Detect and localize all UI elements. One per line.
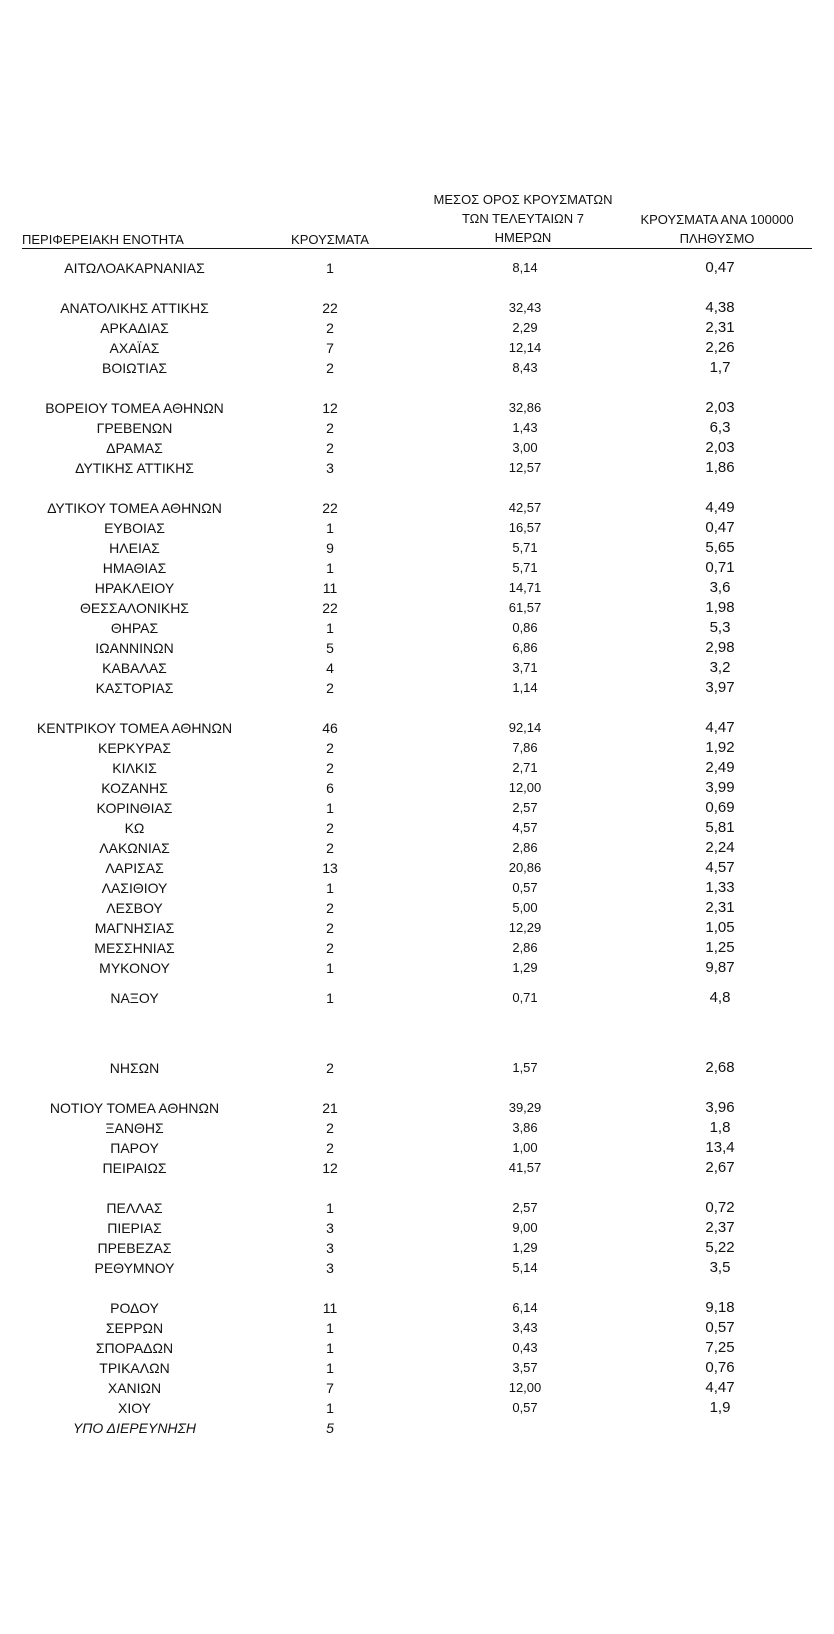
cell-per-100000: 2,26 — [705, 339, 735, 356]
cell-per-100000: 2,31 — [705, 319, 735, 336]
cell-region: ΚΩ — [124, 820, 145, 836]
cell-cases: 1 — [326, 1340, 334, 1356]
cell-region: ΘΕΣΣΑΛΟΝΙΚΗΣ — [80, 600, 189, 616]
cell-per-100000: 2,67 — [705, 1159, 735, 1176]
cell-per-100000: 0,47 — [705, 519, 735, 536]
cell-per-100000: 9,87 — [705, 959, 735, 976]
cell-cases: 1 — [326, 1320, 334, 1336]
cell-per-100000: 1,86 — [705, 459, 735, 476]
cell-average: 5,14 — [512, 1260, 538, 1275]
table-row — [0, 418, 834, 438]
cell-cases: 7 — [326, 1380, 334, 1396]
cell-average: 3,57 — [512, 1360, 538, 1375]
cell-average: 0,57 — [512, 1400, 538, 1415]
cell-cases: 2 — [326, 1140, 334, 1156]
table-row — [0, 598, 834, 618]
cell-average: 41,57 — [508, 1160, 542, 1175]
cell-per-100000: 3,5 — [709, 1259, 731, 1276]
cell-average: 32,43 — [508, 300, 542, 315]
header-average-line-1: ΜΕΣΟΣ ΟΡΟΣ ΚΡΟΥΣΜΑΤΩΝ — [433, 192, 613, 207]
cell-region: ΔΥΤΙΚΟΥ ΤΟΜΕΑ ΑΘΗΝΩΝ — [47, 500, 222, 516]
cell-per-100000: 4,38 — [705, 299, 735, 316]
cell-region: ΝΑΞΟΥ — [110, 990, 159, 1006]
cell-cases: 2 — [326, 440, 334, 456]
cell-region: ΠΙΕΡΙΑΣ — [107, 1220, 162, 1236]
cell-cases: 22 — [322, 300, 338, 316]
cell-average: 5,71 — [512, 560, 538, 575]
table-row — [0, 798, 834, 818]
cell-region: ΒΟΡΕΙΟΥ ΤΟΜΕΑ ΑΘΗΝΩΝ — [45, 400, 224, 416]
cell-per-100000: 0,71 — [705, 559, 735, 576]
cell-region: ΧΑΝΙΩΝ — [107, 1380, 162, 1396]
cell-region: ΛΑΣΙΘΙΟΥ — [101, 880, 168, 896]
cell-per-100000: 5,81 — [705, 819, 735, 836]
header-region: ΠΕΡΙΦΕΡΕΙΑΚΗ ΕΝΟΤΗΤΑ — [22, 232, 184, 247]
cell-region: ΣΠΟΡΑΔΩΝ — [95, 1340, 174, 1356]
cell-per-100000: 4,8 — [709, 989, 731, 1006]
cell-cases: 3 — [326, 1220, 334, 1236]
cell-cases: 2 — [326, 1060, 334, 1076]
cell-per-100000: 2,03 — [705, 399, 735, 416]
cell-cases: 1 — [326, 260, 334, 276]
cell-region: ΚΑΣΤΟΡΙΑΣ — [95, 680, 174, 696]
table-row — [0, 398, 834, 418]
cell-cases: 1 — [326, 960, 334, 976]
table-row — [0, 1138, 834, 1158]
cell-average: 39,29 — [508, 1100, 542, 1115]
cell-per-100000: 5,3 — [709, 619, 731, 636]
cell-average: 6,14 — [512, 1300, 538, 1315]
cell-average: 42,57 — [508, 500, 542, 515]
cell-region: ΡΟΔΟΥ — [110, 1300, 159, 1316]
cell-average: 1,29 — [512, 1240, 538, 1255]
cell-cases: 1 — [326, 520, 334, 536]
cell-per-100000: 1,33 — [705, 879, 735, 896]
cell-region: ΜΕΣΣΗΝΙΑΣ — [94, 940, 175, 956]
cell-region: ΜΥΚΟΝΟΥ — [99, 960, 170, 976]
cell-region: ΔΡΑΜΑΣ — [106, 440, 163, 456]
cell-average: 8,14 — [512, 260, 538, 275]
cell-average: 1,29 — [512, 960, 538, 975]
cell-per-100000: 3,6 — [709, 579, 731, 596]
cell-average: 12,57 — [508, 460, 542, 475]
table-row — [0, 658, 834, 678]
table-row — [0, 498, 834, 518]
cell-region: ΜΑΓΝΗΣΙΑΣ — [94, 920, 175, 936]
cell-cases: 11 — [322, 1300, 338, 1316]
cell-average: 1,00 — [512, 1140, 538, 1155]
cell-average: 12,00 — [508, 1380, 542, 1395]
cell-per-100000: 1,05 — [705, 919, 735, 936]
cell-average: 3,00 — [512, 440, 538, 455]
cell-region: ΝΗΣΩΝ — [109, 1060, 160, 1076]
cell-per-100000: 1,25 — [705, 939, 735, 956]
table-row — [0, 758, 834, 778]
cell-region: ΑΧΑΪΑΣ — [109, 340, 160, 356]
table-row — [0, 258, 834, 278]
cell-cases: 4 — [326, 660, 334, 676]
cell-average: 2,57 — [512, 800, 538, 815]
cell-cases: 6 — [326, 780, 334, 796]
cell-cases: 1 — [326, 1400, 334, 1416]
cell-region: ΗΡΑΚΛΕΙΟΥ — [94, 580, 175, 596]
cell-per-100000: 2,03 — [705, 439, 735, 456]
table-row — [0, 988, 834, 1008]
cell-region: ΤΡΙΚΑΛΩΝ — [99, 1360, 170, 1376]
cell-region: ΠΑΡΟΥ — [110, 1140, 159, 1156]
cell-per-100000: 3,96 — [705, 1099, 735, 1116]
cell-region: ΛΑΡΙΣΑΣ — [105, 860, 164, 876]
cell-average: 61,57 — [508, 600, 542, 615]
cell-per-100000: 1,7 — [709, 359, 731, 376]
cell-cases: 5 — [326, 640, 334, 656]
table-row — [0, 1098, 834, 1118]
cell-cases: 2 — [326, 900, 334, 916]
cell-average: 14,71 — [508, 580, 542, 595]
cell-cases: 12 — [322, 1160, 338, 1176]
cell-cases: 22 — [322, 500, 338, 516]
table-row — [0, 1158, 834, 1178]
cell-region: ΒΟΙΩΤΙΑΣ — [101, 360, 168, 376]
cell-per-100000: 1,92 — [705, 739, 735, 756]
header-average-7-days — [420, 190, 626, 247]
cell-cases: 2 — [326, 820, 334, 836]
cell-cases: 1 — [326, 1360, 334, 1376]
cell-region: ΠΡΕΒΕΖΑΣ — [97, 1240, 172, 1256]
cell-per-100000: 3,2 — [709, 659, 731, 676]
cell-average: 2,71 — [512, 760, 538, 775]
table-row — [0, 878, 834, 898]
cell-cases: 2 — [326, 320, 334, 336]
cell-cases: 2 — [326, 920, 334, 936]
cell-cases: 2 — [326, 940, 334, 956]
table-row — [0, 1218, 834, 1238]
cell-average: 5,71 — [512, 540, 538, 555]
cell-cases: 5 — [326, 1420, 334, 1436]
header-average-line-3: ΗΜΕΡΩΝ — [494, 230, 552, 245]
cell-cases: 7 — [326, 340, 334, 356]
cell-average: 3,86 — [512, 1120, 538, 1135]
cell-per-100000: 4,47 — [705, 719, 735, 736]
header-average-line-2: ΤΩΝ ΤΕΛΕΥΤΑΙΩΝ 7 — [461, 211, 585, 226]
cell-per-100000: 0,47 — [705, 259, 735, 276]
cell-per-100000: 0,57 — [705, 1319, 735, 1336]
cell-cases: 2 — [326, 420, 334, 436]
table-row — [0, 438, 834, 458]
cell-region: ΥΠΟ ΔΙΕΡΕΥΝΗΣΗ — [72, 1420, 197, 1436]
cell-per-100000: 0,69 — [705, 799, 735, 816]
cell-region: ΗΜΑΘΙΑΣ — [102, 560, 167, 576]
cell-cases: 22 — [322, 600, 338, 616]
table-row — [0, 578, 834, 598]
cell-cases: 1 — [326, 800, 334, 816]
cell-region: ΠΕΙΡΑΙΩΣ — [102, 1160, 167, 1176]
cell-average: 0,43 — [512, 1340, 538, 1355]
cell-cases: 1 — [326, 1200, 334, 1216]
header-per-line-1: ΚΡΟΥΣΜΑΤΑ ΑΝΑ 100000 — [640, 212, 794, 227]
header-per-100000 — [620, 210, 814, 248]
cell-average: 0,71 — [512, 990, 538, 1005]
cell-average: 1,57 — [512, 1060, 538, 1075]
cell-region: ΑΙΤΩΛΟΑΚΑΡΝΑΝΙΑΣ — [64, 260, 205, 276]
table-row — [0, 1398, 834, 1418]
cell-region: ΧΙΟΥ — [117, 1400, 151, 1416]
cell-average: 2,86 — [512, 840, 538, 855]
cell-average: 7,86 — [512, 740, 538, 755]
table-row — [0, 338, 834, 358]
cell-per-100000: 3,97 — [705, 679, 735, 696]
cell-region: ΚΟΖΑΝΗΣ — [101, 780, 168, 796]
table-row — [0, 638, 834, 658]
cell-region: ΘΗΡΑΣ — [110, 620, 159, 636]
cell-region: ΕΥΒΟΙΑΣ — [104, 520, 165, 536]
cell-per-100000: 4,47 — [705, 1379, 735, 1396]
table-row — [0, 858, 834, 878]
table-row — [0, 1378, 834, 1398]
cell-region: ΛΑΚΩΝΙΑΣ — [99, 840, 170, 856]
table-row — [0, 1318, 834, 1338]
table-row — [0, 458, 834, 478]
cell-cases: 3 — [326, 460, 334, 476]
cell-average: 2,86 — [512, 940, 538, 955]
cell-average: 1,43 — [512, 420, 538, 435]
cell-average: 0,86 — [512, 620, 538, 635]
table-row — [0, 1358, 834, 1378]
cell-region: ΑΡΚΑΔΙΑΣ — [100, 320, 169, 336]
cell-average: 2,29 — [512, 320, 538, 335]
table-row — [0, 1258, 834, 1278]
table-row — [0, 1338, 834, 1358]
cell-per-100000: 9,18 — [705, 1299, 735, 1316]
cell-region: ΞΑΝΘΗΣ — [105, 1120, 164, 1136]
cell-region: ΚΙΛΚΙΣ — [112, 760, 157, 776]
cell-region: ΑΝΑΤΟΛΙΚΗΣ ΑΤΤΙΚΗΣ — [60, 300, 209, 316]
cell-per-100000: 2,49 — [705, 759, 735, 776]
cell-per-100000: 3,99 — [705, 779, 735, 796]
cell-region: ΙΩΑΝΝΙΝΩΝ — [95, 640, 174, 656]
table-row — [0, 518, 834, 538]
table-row — [0, 938, 834, 958]
cell-per-100000: 2,98 — [705, 639, 735, 656]
cell-cases: 2 — [326, 740, 334, 756]
cell-average: 0,57 — [512, 880, 538, 895]
cell-region: ΔΥΤΙΚΗΣ ΑΤΤΙΚΗΣ — [75, 460, 194, 476]
cell-per-100000: 5,22 — [705, 1239, 735, 1256]
cell-per-100000: 4,49 — [705, 499, 735, 516]
header-per-line-2: ΠΛΗΘΥΣΜΟ — [679, 231, 755, 246]
cell-region: ΣΕΡΡΩΝ — [105, 1320, 164, 1336]
table-row — [0, 538, 834, 558]
table-row — [0, 1238, 834, 1258]
cell-average: 6,86 — [512, 640, 538, 655]
table-row — [0, 1418, 834, 1438]
table-row — [0, 838, 834, 858]
cell-cases: 2 — [326, 680, 334, 696]
cell-per-100000: 4,57 — [705, 859, 735, 876]
cell-per-100000: 7,25 — [705, 1339, 735, 1356]
table-row — [0, 1198, 834, 1218]
table-row — [0, 1118, 834, 1138]
table-row — [0, 558, 834, 578]
table-row — [0, 298, 834, 318]
cell-average: 4,57 — [512, 820, 538, 835]
table-row — [0, 738, 834, 758]
cell-region: ΗΛΕΙΑΣ — [109, 540, 160, 556]
table-row — [0, 1298, 834, 1318]
table-row — [0, 618, 834, 638]
cell-cases: 12 — [322, 400, 338, 416]
cell-average: 1,14 — [512, 680, 538, 695]
cell-per-100000: 1,8 — [709, 1119, 731, 1136]
cell-region: ΓΡΕΒΕΝΩΝ — [96, 420, 173, 436]
cell-average: 12,00 — [508, 780, 542, 795]
cell-per-100000: 13,4 — [705, 1139, 735, 1156]
cell-average: 2,57 — [512, 1200, 538, 1215]
cell-cases: 2 — [326, 360, 334, 376]
cell-average: 16,57 — [508, 520, 542, 535]
cell-cases: 3 — [326, 1240, 334, 1256]
table-row — [0, 918, 834, 938]
cell-cases: 13 — [322, 860, 338, 876]
cell-cases: 1 — [326, 990, 334, 1006]
table-row — [0, 778, 834, 798]
cell-region: ΚΑΒΑΛΑΣ — [102, 660, 167, 676]
cell-average: 92,14 — [508, 720, 542, 735]
cell-per-100000: 6,3 — [709, 419, 731, 436]
cell-cases: 2 — [326, 760, 334, 776]
header-underline — [22, 248, 812, 249]
header-cases: ΚΡΟΥΣΜΑΤΑ — [291, 232, 369, 247]
cell-region: ΚΟΡΙΝΘΙΑΣ — [96, 800, 173, 816]
cell-cases: 9 — [326, 540, 334, 556]
cell-per-100000: 2,37 — [705, 1219, 735, 1236]
cell-region: ΡΕΘΥΜΝΟΥ — [94, 1260, 175, 1276]
cell-region: ΚΕΡΚΥΡΑΣ — [98, 740, 171, 756]
cell-per-100000: 1,9 — [709, 1399, 731, 1416]
table-row — [0, 718, 834, 738]
cell-cases: 11 — [322, 580, 338, 596]
cell-average: 5,00 — [512, 900, 538, 915]
cell-average: 9,00 — [512, 1220, 538, 1235]
table-row — [0, 678, 834, 698]
cell-average: 8,43 — [512, 360, 538, 375]
cell-cases: 3 — [326, 1260, 334, 1276]
cell-per-100000: 0,72 — [705, 1199, 735, 1216]
cell-cases: 21 — [322, 1100, 338, 1116]
cell-cases: 1 — [326, 620, 334, 636]
cell-per-100000: 2,68 — [705, 1059, 735, 1076]
cell-average: 20,86 — [508, 860, 542, 875]
cell-cases: 46 — [322, 720, 338, 736]
cell-cases: 2 — [326, 1120, 334, 1136]
cell-average: 32,86 — [508, 400, 542, 415]
cell-average: 3,71 — [512, 660, 538, 675]
cell-per-100000: 2,31 — [705, 899, 735, 916]
cell-per-100000: 5,65 — [705, 539, 735, 556]
table-row — [0, 958, 834, 978]
cell-per-100000: 0,76 — [705, 1359, 735, 1376]
cell-region: ΠΕΛΛΑΣ — [106, 1200, 163, 1216]
cell-average: 3,43 — [512, 1320, 538, 1335]
cell-region: ΚΕΝΤΡΙΚΟΥ ΤΟΜΕΑ ΑΘΗΝΩΝ — [36, 720, 233, 736]
cell-region: ΝΟΤΙΟΥ ΤΟΜΕΑ ΑΘΗΝΩΝ — [49, 1100, 220, 1116]
table-row — [0, 1058, 834, 1078]
cell-cases: 2 — [326, 840, 334, 856]
cell-average: 12,29 — [508, 920, 542, 935]
table-row — [0, 818, 834, 838]
cell-per-100000: 2,24 — [705, 839, 735, 856]
table-row — [0, 898, 834, 918]
cell-region: ΛΕΣΒΟΥ — [106, 900, 163, 916]
cell-average: 12,14 — [508, 340, 542, 355]
table-row — [0, 318, 834, 338]
table-row — [0, 358, 834, 378]
cell-cases: 1 — [326, 880, 334, 896]
cell-cases: 1 — [326, 560, 334, 576]
cell-per-100000: 1,98 — [705, 599, 735, 616]
